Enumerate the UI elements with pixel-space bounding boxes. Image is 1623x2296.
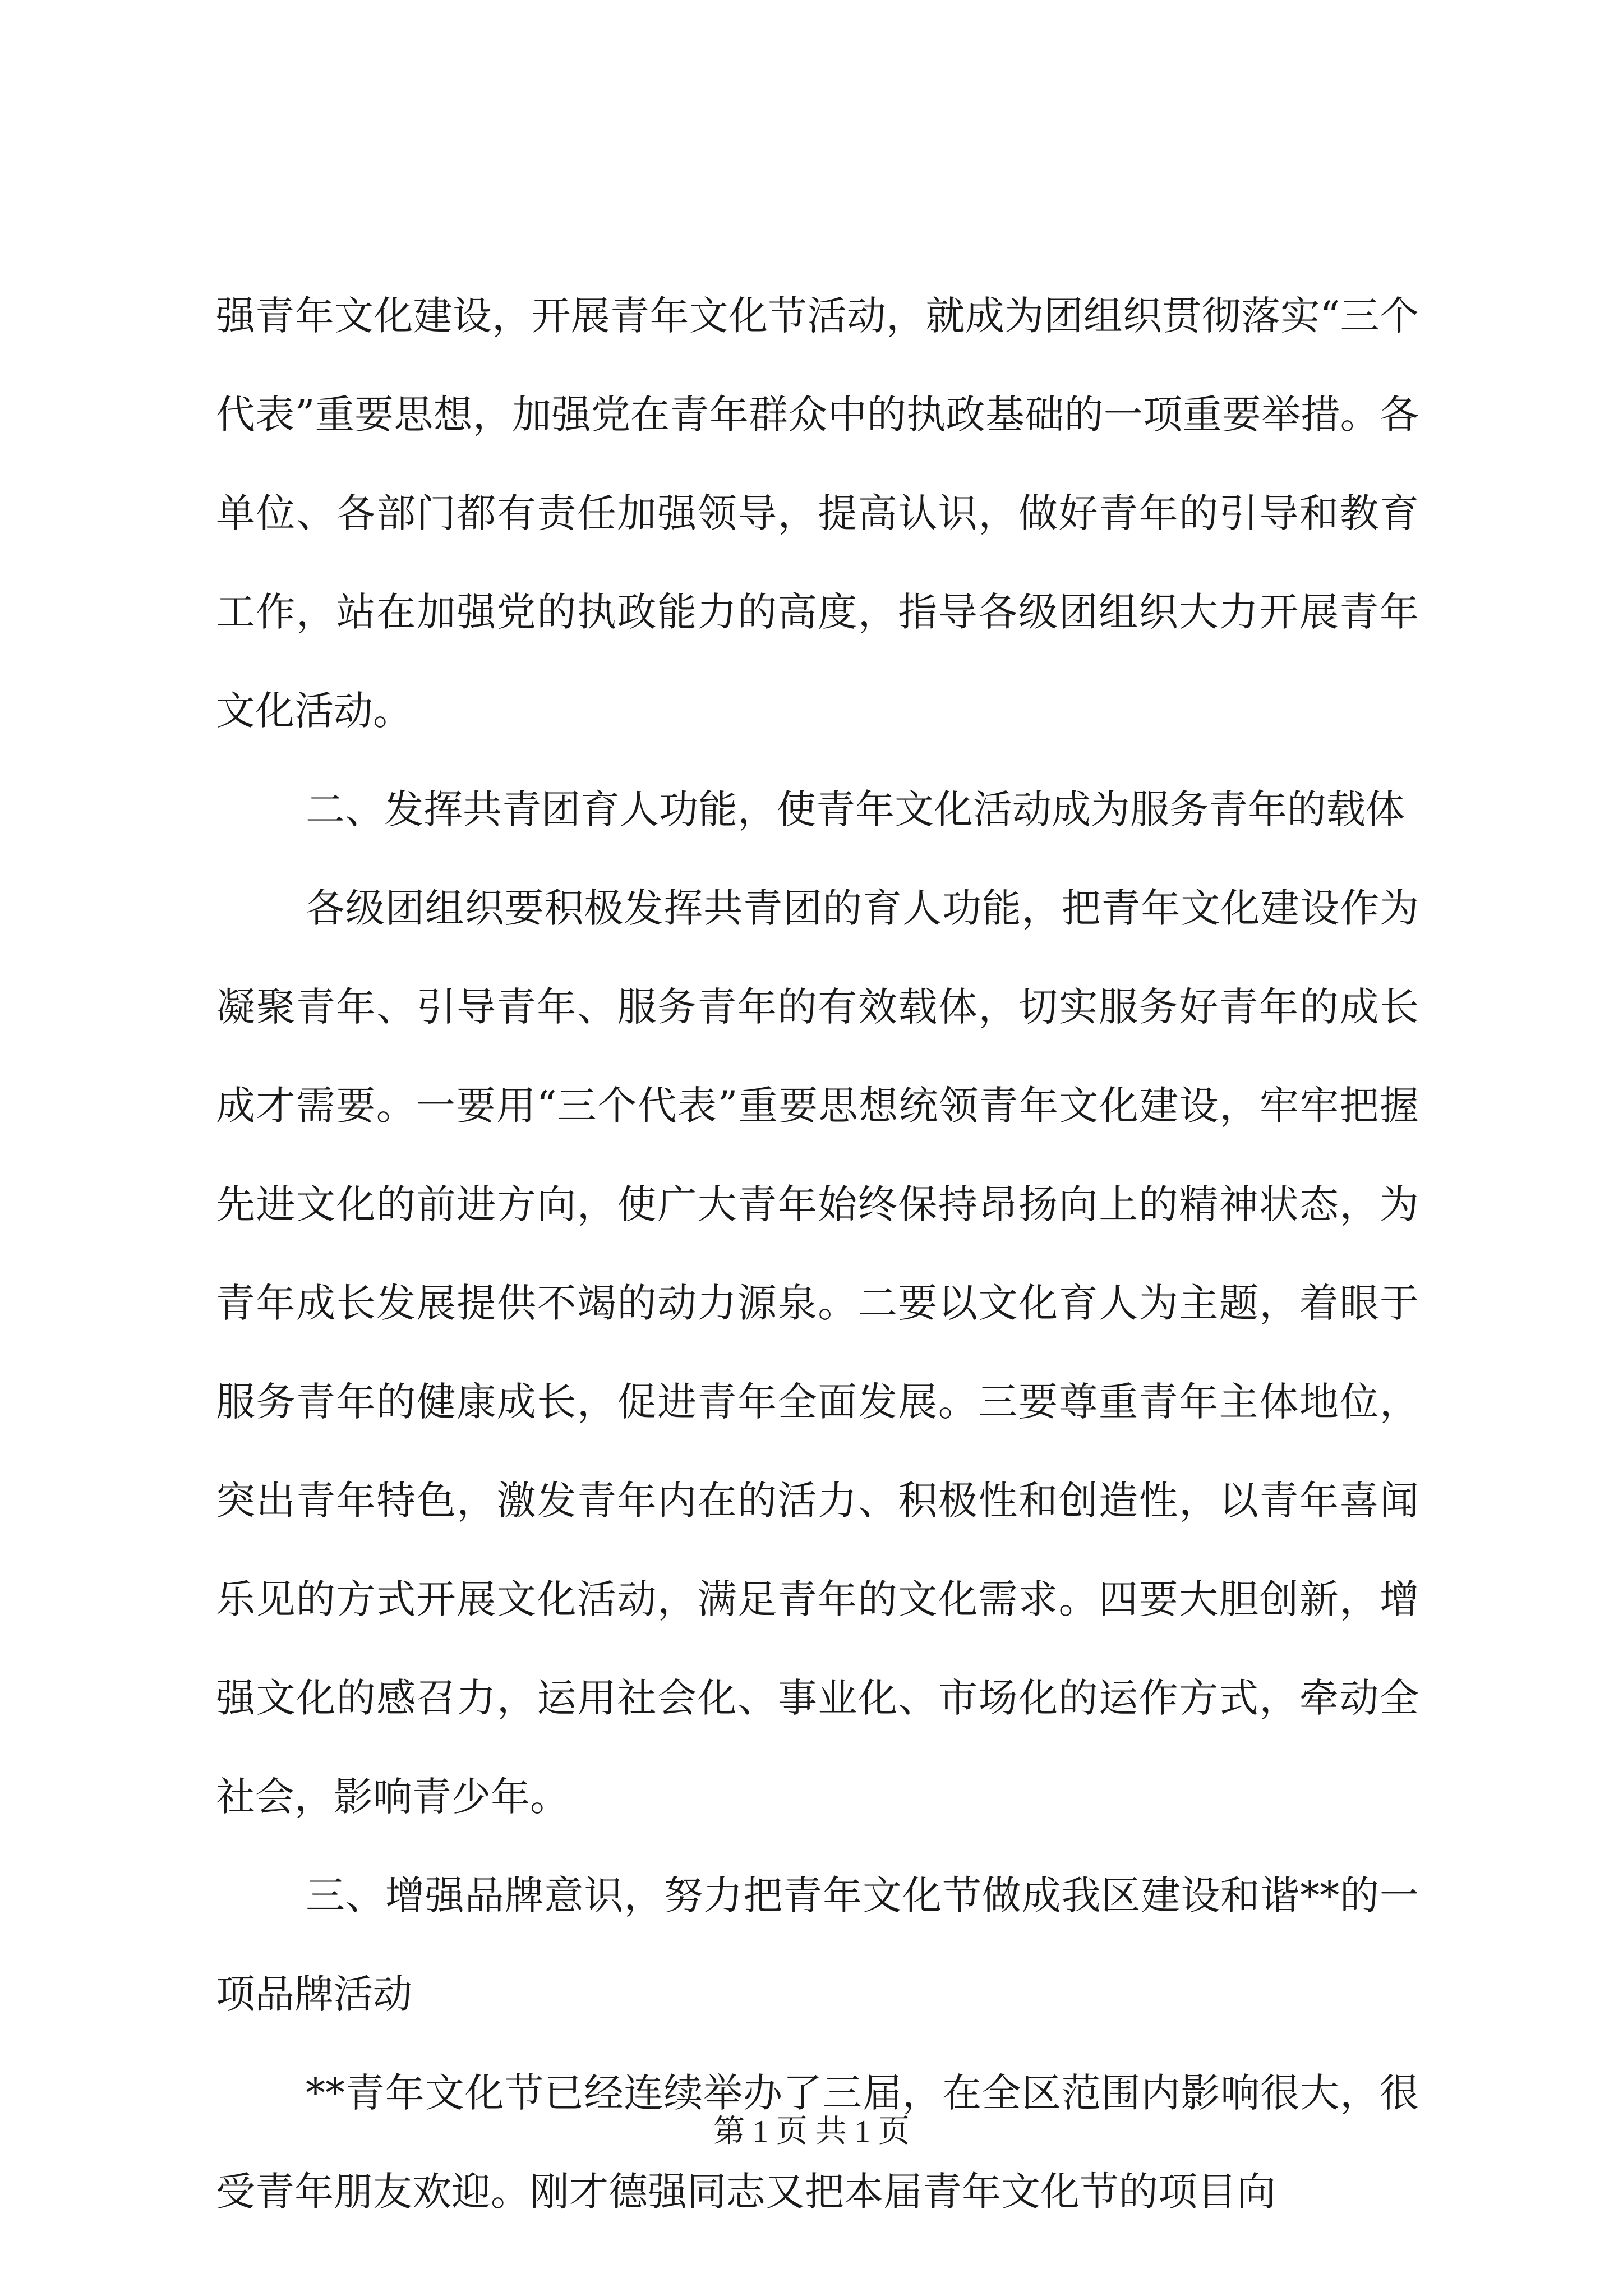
paragraph-5: **青年文化节已经连续举办了三届，在全区范围内影响很大，很受青年朋友欢迎。刚才德强同志又把本届青年文化节的项目向: [216, 2070, 1419, 2215]
section-heading-2: 二、发挥共青团育人功能，使青年文化活动成为服务青年的载体: [306, 786, 1405, 832]
document-body: [216, 266, 1419, 2241]
page-footer: 第 1 页 共 1 页: [713, 2114, 910, 2149]
paragraph-1: 强青年文化建设，开展青年文化节活动，就成为团组织贯彻落实“三个代表”重要思想，加强党在青年群众中的执政基础的一项重要举措。各单位、各部门都有责任加强领导，提高认识，做好青年的引导和教育工作，站在加强党的执政能力的高度，指导各级团组织大力开展青年文化活动。: [216, 293, 1419, 734]
section-heading-3: 三、增强品牌意识，努力把青年文化节做成我区建设和谐**的一项品牌活动: [216, 1872, 1419, 2017]
paragraph-3: 各级团组织要积极发挥共青团的育人功能，把青年文化建设作为凝聚青年、引导青年、服务青年的有效载体，切实服务好青年的成长成才需要。一要用“三个代表”重要思想统领青年文化建设，牢牢把握先进文化的前进方向，使广大青年始终保持昂扬向上的精神状态，为青年成长发展提供不竭的动力源泉。二要以文化育人为主题，着眼于服务青年的健康成长，促进青年全面发展。三要尊重青年主体地位，突出青年特色，激发青年内在的活力、积极性和创造性，以青年喜闻乐见的方式开展文化活动，满足青年的文化需求。四要大胆创新，增强文化的感召力，运用社会化、事业化、市场化的运作方式，牵动全社会，影响青少年。: [216, 885, 1419, 1820]
